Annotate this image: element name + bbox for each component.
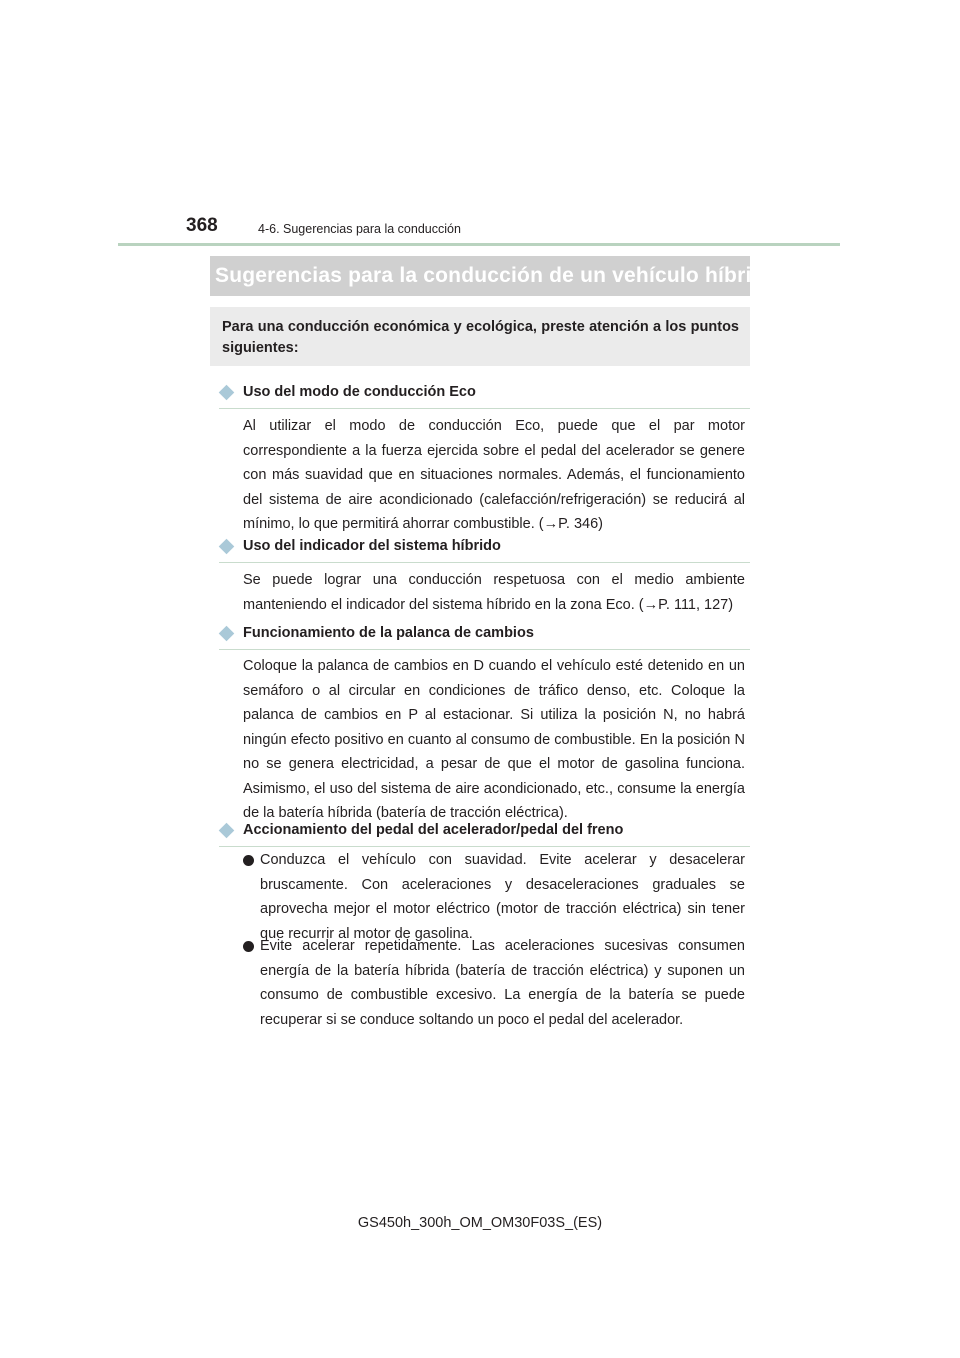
paragraph-shift-lever: Coloque la palanca de cambios en D cuando el vehículo esté detenido en un semáforo o al circular en condiciones de tráfico denso, etc. Coloque la palanca de cambios en P al estacionar. Si utiliza la posición N, no habrá ningún efecto positivo en cuanto al consumo de combustible. En la posición N no se genera electricidad, a pesar de que el motor de gasolina funciona. Asimismo, el uso del sistema de aire acondicionado, etc., consume la energía de la batería híbrida (batería de tracción eléctrica). [243, 658, 745, 821]
subsection-title: Funcionamiento de la palanca de cambios [243, 625, 534, 641]
banner-title: Sugerencias para la conducción de un vehículo híbrido [215, 264, 778, 287]
bullet-icon [243, 941, 254, 952]
subsection-heading-pedals [219, 821, 750, 847]
page-number: 368 [186, 215, 218, 236]
bullet-text: Conduzca el vehículo con suavidad. Evite acelerar y desacelerar bruscamente. Con aceleraciones y desaceleraciones graduales se aprovecha mejor el motor eléctrico (motor de tracción eléctrica) sin tener que recurrir al motor de gasolina. [260, 852, 745, 942]
footer-document-code: GS450h_300h_OM_OM30F03S_(ES) [357, 1215, 603, 1231]
subsection-heading-shift-lever [219, 624, 750, 650]
list-item [243, 934, 745, 1032]
intro-box: Para una conducción económica y ecológica, preste atención a los puntos siguientes: [210, 307, 750, 366]
diamond-icon [219, 539, 235, 555]
diamond-icon [219, 385, 235, 401]
header-rule [118, 243, 840, 246]
paragraph-eco: Al utilizar el modo de conducción Eco, puede que el par motor correspondiente a la fuerza ejercida sobre el pedal del acelerador se genere con más suavidad que en situaciones normales. Además, el funcionamiento del sistema de aire acondicionado (calefacción/refrigeración) se reducirá al mínimo, lo que permitirá ahorrar combustible. (→P. 346) [243, 418, 745, 532]
subsection-title: Uso del indicador del sistema híbrido [243, 538, 501, 554]
bullet-icon [243, 855, 254, 866]
subsection-heading-eco [219, 383, 750, 409]
subsection-heading-indicator [219, 537, 750, 563]
bullet-text: Evite acelerar repetidamente. Las aceleraciones sucesivas consumen energía de la batería híbrida (batería de tracción eléctrica) y suponen un consumo de combustible excesivo. La energía de la batería se puede recuperar si se conduce soltando un poco el pedal del acelerador. [260, 938, 745, 1028]
subsection-title: Accionamiento del pedal del acelerador/pedal del freno [243, 822, 624, 838]
section-banner [210, 256, 778, 296]
diamond-icon [219, 626, 235, 642]
paragraph-indicator: Se puede lograr una conducción respetuosa con el medio ambiente manteniendo el indicador del sistema híbrido en la zona Eco. (→P. 111, 127) [243, 572, 745, 613]
list-item [243, 848, 745, 946]
breadcrumb: 4-6. Sugerencias para la conducción [258, 222, 461, 236]
diamond-icon [219, 823, 235, 839]
subsection-title: Uso del modo de conducción Eco [243, 384, 476, 400]
